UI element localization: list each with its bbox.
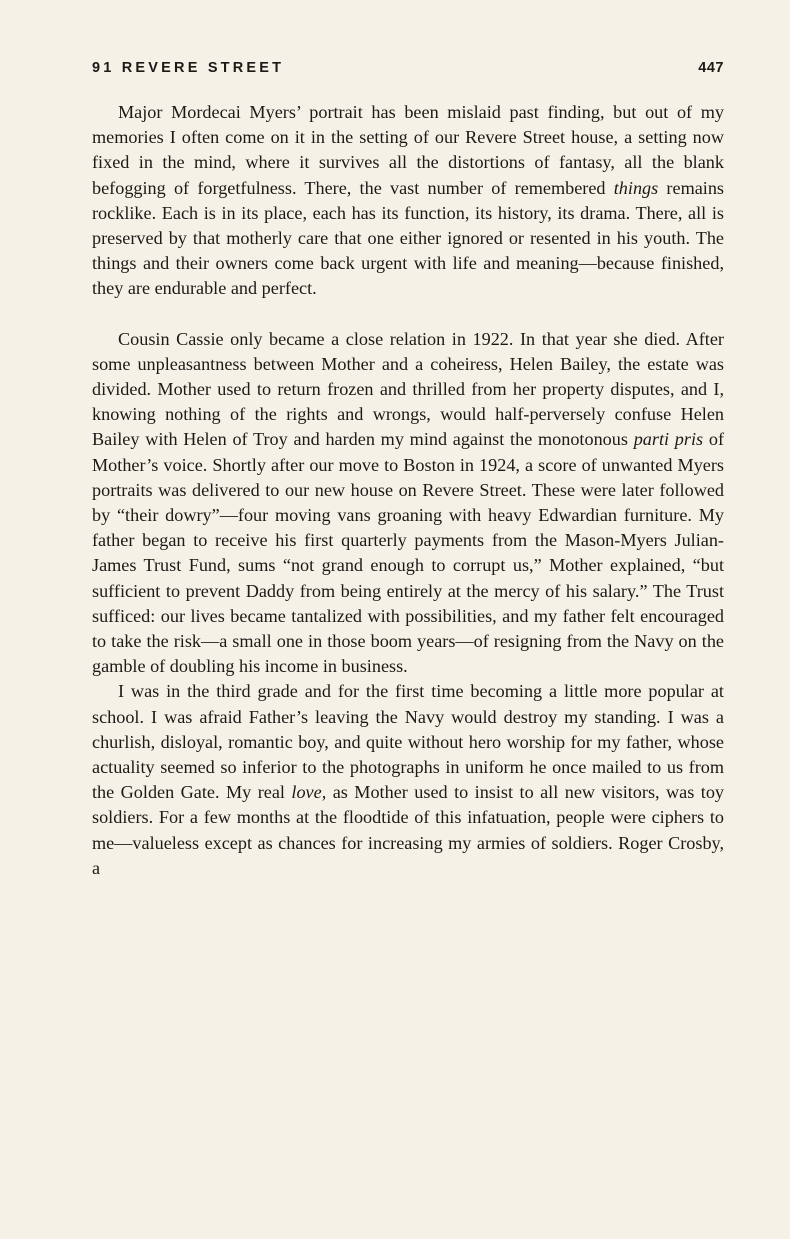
- italic-segment: parti pris: [633, 429, 704, 450]
- paragraph: [92, 100, 724, 302]
- italic-segment: love,: [291, 782, 327, 803]
- text-segment: as Mother used to insist to all new visitors, was toy soldiers. For a few months at the floodtide of this infatuation, people were ciphers to me—valueless except as chances for increasing my armies of soldiers. Roger Crosby, a: [92, 782, 725, 878]
- italic-segment: things: [613, 177, 659, 198]
- paragraph: [92, 679, 724, 881]
- text-segment: Cousin Cassie only became a close relation in 1922. In that year she died. After some unpleasantness between Mother and a coheiress, Helen Bailey, the estate was divided. Mother used to return frozen and thrilled from her property disputes, and I, knowing nothing of the rights and wrongs, would half-perversely confuse Helen Bailey with Helen of Troy and harden my mind against the monotonous: [92, 328, 724, 450]
- text-segment: of Mother’s voice. Shortly after our move to Boston in 1924, a score of unwanted Myers portraits was delivered to our new house on Revere Street. These were later followed by “their dowry”—four moving vans groaning with heavy Edwardian furniture. My father began to receive his first quarterly payments from the Mason-Myers Julian-James Trust Fund, sums “not grand enough to corrupt us,” Mother explained, “but sufficient to prevent Daddy from being entirely at the mercy of his salary.” The Trust sufficed: our lives became tantalized with possibilities, and my father felt encouraged to take the risk—a small one in those boom years—of resigning from the Navy on the gamble of doubling his income in business.: [92, 429, 724, 677]
- text-segment: Major Mordecai Myers’ portrait has been mislaid past finding, but out of my memories I often come on it in the setting of our Revere Street house, a setting now fixed in the mind, where it survives all the distortions of fantasy, all the blank befogging of forgetfulness. There, the vast number of remembered: [92, 102, 724, 198]
- paragraph: [92, 327, 724, 680]
- page-number: 447: [698, 60, 724, 76]
- text-segment: I was in the third grade and for the first time becoming a little more popular at school. I was afraid Father’s leaving the Navy would destroy my standing. I was a churlish, disloyal, romantic boy, and quite without hero worship for my father, whose actuality seemed so inferior to the photographs in uniform he once mailed to us from the Golden Gate. My real: [92, 681, 724, 803]
- running-head: [92, 60, 724, 84]
- running-title: 91 REVERE STREET: [92, 60, 285, 76]
- body-text: [92, 100, 724, 881]
- text-segment: remains rocklike. Each is in its place, each has its function, its history, its drama. There, all is preserved by that motherly care that one either ignored or resented in his youth. The things and their owners come back urgent with life and meaning—because finished, they are endurable and perfect.: [92, 177, 725, 299]
